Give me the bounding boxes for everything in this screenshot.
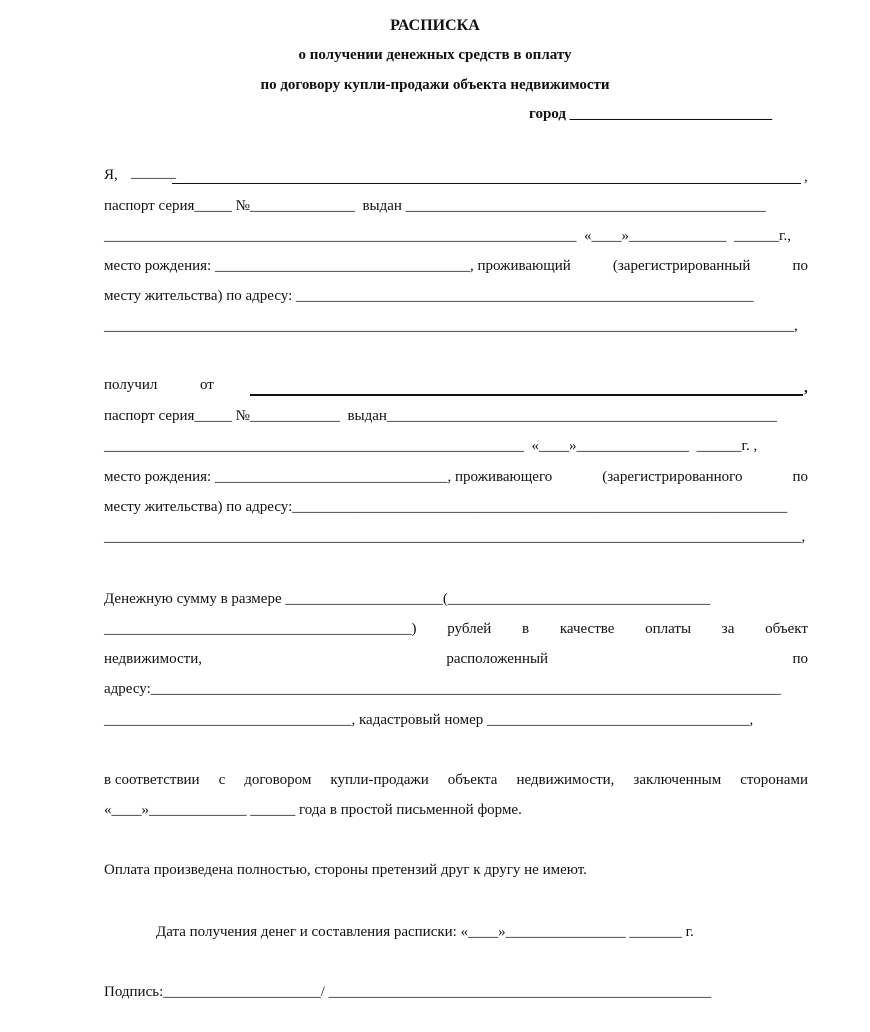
payer-po-text: по [792, 258, 808, 274]
recipient-po-text: по [792, 469, 808, 485]
received-label: получил [104, 377, 158, 393]
signature-line[interactable]: Подпись:_____________________/ ___________________________________________________ [104, 984, 712, 1000]
document-title: РАСПИСКА [390, 17, 480, 34]
word-located: расположенный [446, 651, 549, 667]
contract-line [104, 773, 808, 788]
word-object: объект [765, 621, 808, 637]
payer-address-line[interactable]: месту жительства) по адресу: _____________________________________________________________ [104, 288, 754, 304]
payer-name-short-blank: ______ [131, 165, 176, 181]
recipient-registered-text: (зарегистрированного [602, 469, 743, 485]
city-field[interactable]: город ___________________________ [529, 106, 773, 122]
payer-passport-date-line[interactable]: _______________________________________________________________ «____»_____________ ______г., [104, 228, 791, 244]
recipient-name-comma: , [804, 380, 808, 396]
word-in: в [522, 621, 530, 637]
payment-completed-statement: Оплата произведена полностью, стороны претензий друг к другу не имеют. [104, 862, 587, 878]
word-for: за [721, 621, 735, 637]
contract-word-7: заключенным [633, 772, 722, 788]
payer-birthplace-line[interactable] [104, 259, 808, 274]
document-subtitle-2: по договору купли-продажи объекта недвижимости [260, 77, 610, 93]
payer-address-line-2[interactable]: ____________________________________________________________________________________________, [104, 318, 798, 334]
property-address-line[interactable]: адресу:____________________________________________________________________________________ [104, 681, 781, 697]
recipient-name-line[interactable] [250, 394, 803, 396]
word-rubles: рублей [447, 621, 492, 637]
amount-line[interactable]: Денежную сумму в размере _____________________(___________________________________ [104, 591, 711, 607]
document-subtitle-1: о получении денежных средств в оплату [298, 47, 572, 63]
recipient-address-line-2[interactable]: _____________________________________________________________________________________________, [104, 529, 806, 545]
recipient-passport-line[interactable]: паспорт серия_____ №____________ выдан____________________________________________________ [104, 408, 777, 424]
cadastral-number-line[interactable]: _________________________________, кадастровый номер ___________________________________, [104, 712, 754, 728]
contract-word-3: договором [244, 772, 312, 788]
word-po: по [792, 651, 808, 667]
payer-prefix: Я, [104, 167, 118, 183]
word-quality: качестве [559, 621, 615, 637]
word-payment: оплаты [645, 621, 692, 637]
contract-word-4: купли-продажи [330, 772, 429, 788]
contract-word-8: сторонами [740, 772, 808, 788]
payer-registered-text: (зарегистрированный [612, 258, 751, 274]
amount-words-blank: _________________________________________) [104, 621, 417, 637]
contract-word-2: с [218, 772, 226, 788]
contract-date-line[interactable]: «____»_____________ ______ года в простой письменной форме. [104, 802, 522, 818]
word-realty: недвижимости, [104, 651, 202, 667]
from-label: от [200, 377, 214, 393]
payer-birthplace-text: место рождения: __________________________________, проживающий [104, 258, 571, 274]
payer-passport-line[interactable]: паспорт серия_____ №______________ выдан ________________________________________________ [104, 198, 766, 214]
payer-name-line[interactable] [172, 183, 801, 184]
contract-word-1: в соответствии [104, 772, 200, 788]
property-line [104, 652, 808, 667]
recipient-address-line[interactable]: месту жительства) по адресу:__________________________________________________________________ [104, 499, 788, 515]
amount-words-line[interactable] [104, 622, 808, 637]
recipient-birthplace-line[interactable] [104, 470, 808, 485]
contract-word-5: объекта [447, 772, 498, 788]
contract-word-6: недвижимости, [516, 772, 615, 788]
payer-name-comma: , [804, 169, 808, 185]
receipt-date-line[interactable]: Дата получения денег и составления расписки: «____»________________ _______ г. [156, 924, 694, 940]
recipient-birthplace-text: место рождения: _______________________________, проживающего [104, 469, 553, 485]
recipient-passport-date-line[interactable]: ________________________________________________________ «____»_______________ ______г. , [104, 438, 758, 454]
